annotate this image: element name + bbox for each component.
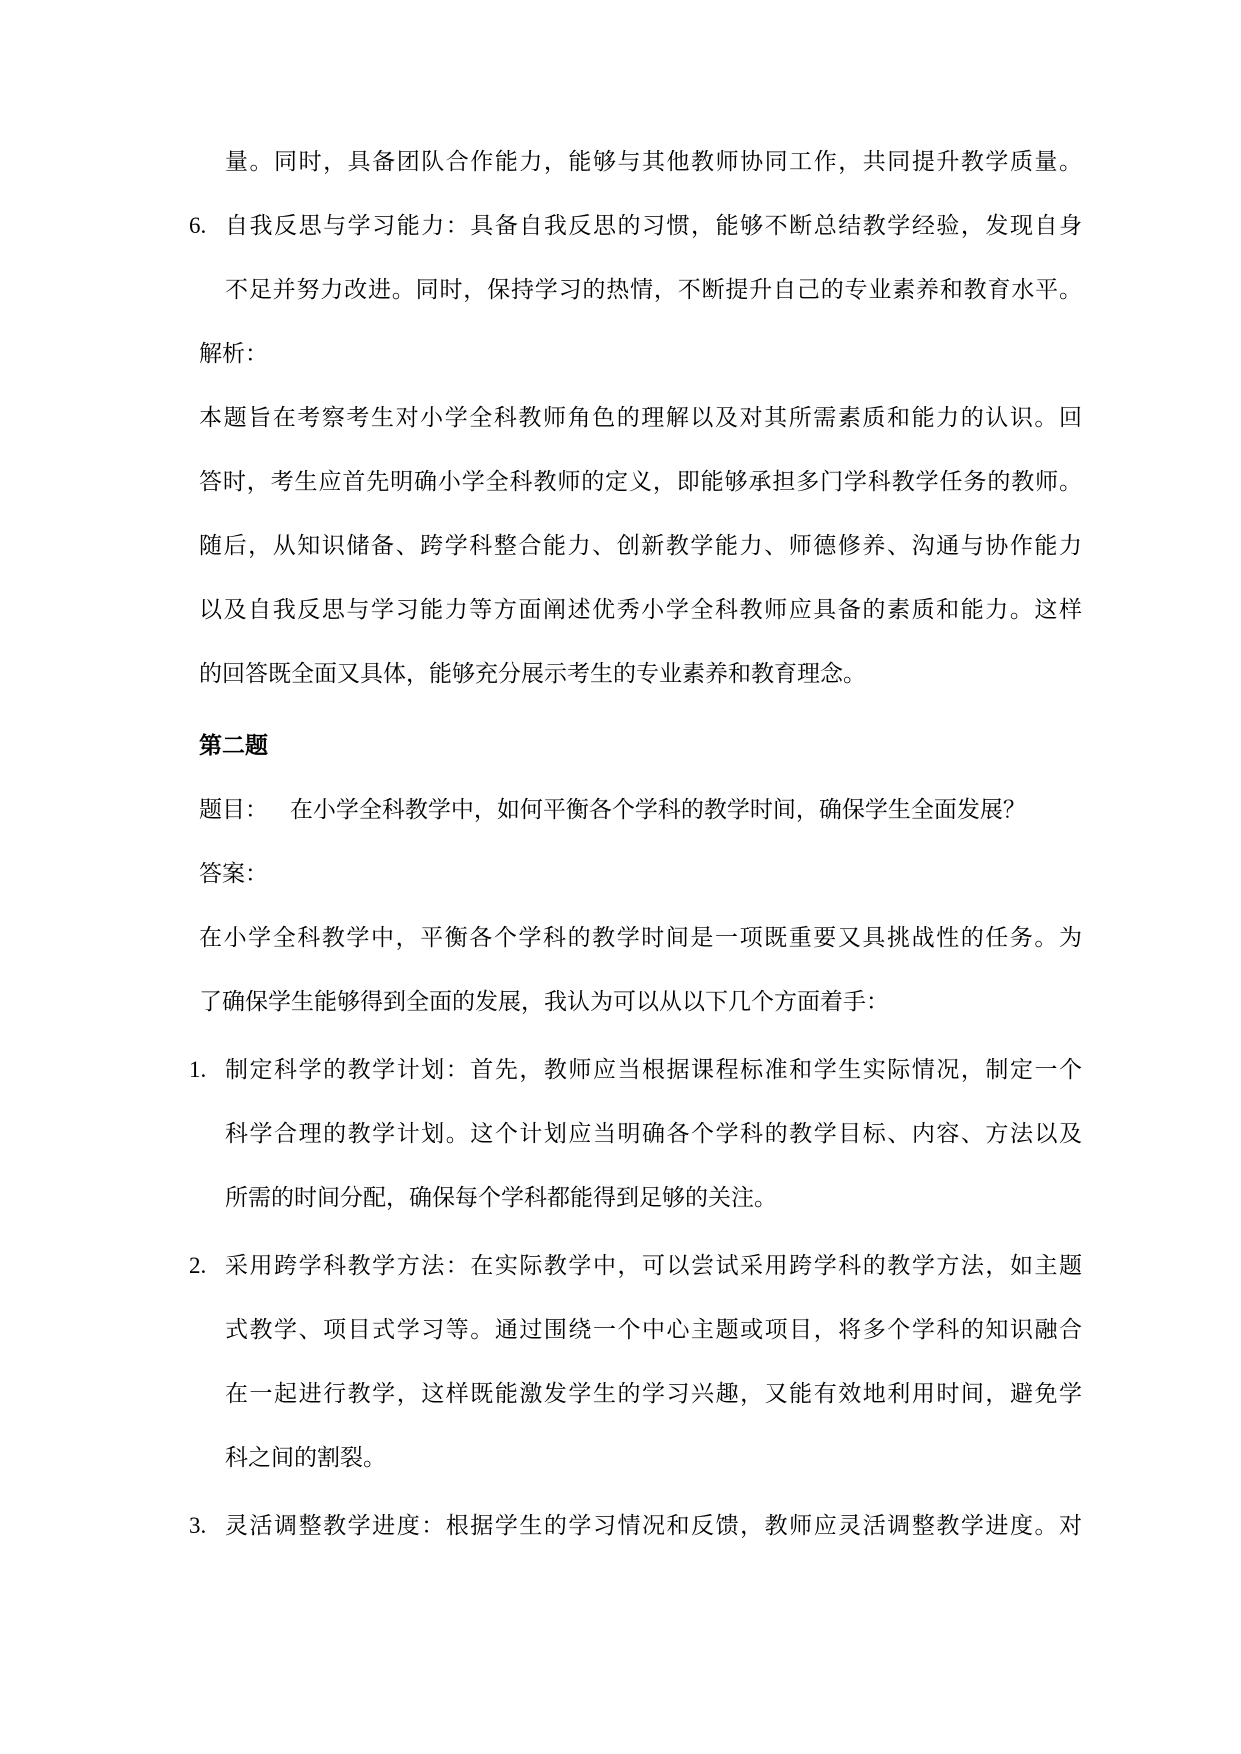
list-number: 2. xyxy=(189,1253,207,1278)
list-item-line: 采用跨学科教学方法：在实际教学中，可以尝试采用跨学科的教学方法，如主题 xyxy=(225,1253,1082,1279)
list-number: 1. xyxy=(189,1057,207,1082)
list-number: 6. xyxy=(189,213,207,238)
list-item-line: 所需的时间分配，确保每个学科都能得到足够的关注。 xyxy=(225,1185,777,1211)
list-item-line: 灵活调整教学进度：根据学生的学习情况和反馈，教师应灵活调整教学进度。对 xyxy=(225,1513,1082,1539)
list-item-line: 不足并努力改进。同时，保持学习的热情，不断提升自己的专业素养和教育水平。 xyxy=(225,277,1082,303)
analysis-line: 以及自我反思与学习能力等方面阐述优秀小学全科教师应具备的素质和能力。这样 xyxy=(199,597,1082,623)
analysis-line: 的回答既全面又具体，能够充分展示考生的专业素养和教育理念。 xyxy=(199,661,866,687)
list-item-line: 在一起进行教学，这样既能激发学生的学习兴趣，又能有效地利用时间，避免学 xyxy=(225,1381,1082,1407)
section-heading: 第二题 xyxy=(199,733,268,759)
list-item-line: 科之间的割裂。 xyxy=(225,1445,386,1471)
answer-label: 答案： xyxy=(199,861,268,887)
list-item-line: 式教学、项目式学习等。通过围绕一个中心主题或项目，将多个学科的知识融合 xyxy=(225,1317,1082,1343)
analysis-line: 本题旨在考察考生对小学全科教师角色的理解以及对其所需素质和能力的认识。回 xyxy=(199,405,1082,431)
analysis-line: 随后，从知识储备、跨学科整合能力、创新教学能力、师德修养、沟通与协作能力 xyxy=(199,533,1082,559)
paragraph-line: 量。同时，具备团队合作能力，能够与其他教师协同工作，共同提升教学质量。 xyxy=(225,149,1082,175)
list-item-line: 科学合理的教学计划。这个计划应当明确各个学科的教学目标、内容、方法以及 xyxy=(225,1121,1082,1147)
question-prompt: 题目： 在小学全科教学中，如何平衡各个学科的教学时间，确保学生全面发展？ xyxy=(199,797,1026,823)
answer-intro-line: 了确保学生能够得到全面的发展，我认为可以从以下几个方面着手： xyxy=(199,989,889,1015)
answer-intro-line: 在小学全科教学中，平衡各个学科的教学时间是一项既重要又具挑战性的任务。为 xyxy=(199,925,1082,951)
list-item-line: 自我反思与学习能力：具备自我反思的习惯，能够不断总结教学经验，发现自身 xyxy=(225,213,1082,239)
analysis-line: 答时，考生应首先明确小学全科教师的定义，即能够承担多门学科教学任务的教师。 xyxy=(199,469,1082,495)
analysis-label: 解析： xyxy=(199,341,268,367)
list-item-line: 制定科学的教学计划：首先，教师应当根据课程标准和学生实际情况，制定一个 xyxy=(225,1057,1082,1083)
list-number: 3. xyxy=(189,1513,207,1538)
